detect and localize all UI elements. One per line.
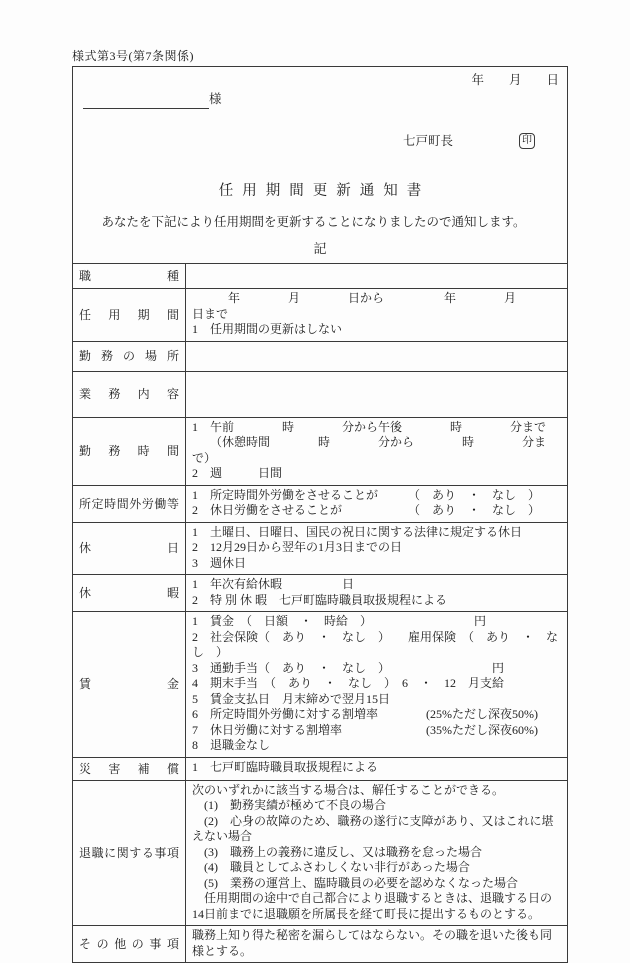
row-label: 勤務時間 — [73, 417, 186, 485]
content-line: 2 12月29日から翌年の1月3日までの日 — [192, 540, 403, 554]
seal-mark: 印 — [519, 133, 535, 149]
content-line: 2 社会保険（ あり ・ なし ） 雇用保険 （ あり ・ なし ） — [192, 629, 559, 659]
table-row-overtime — [73, 485, 568, 522]
table-row-job-type — [73, 264, 568, 289]
content-line: 2 特 別 休 暇 七戸町臨時職員取扱規程による — [192, 592, 448, 607]
content-paragraph: 任用期間の途中で自己都合により退職するときは、退職する日の14日前までに退職願を所属長を経て町長に提出するものとする。 — [192, 891, 553, 921]
content-line: 3 通勤手当（ あり ・ なし ） 円 — [192, 660, 505, 675]
content-line: 1 土曜日、日曜日、国民の祝日に関する法律に規定する休日 — [192, 524, 523, 539]
content-line: 1 午前 時 分から午後 時 分まで — [192, 419, 547, 434]
content-line: 7 休日労働に対する割増率 (35%ただし深夜60%) — [192, 722, 538, 737]
row-label: 退職に関する事項 — [73, 780, 186, 926]
content-line: 8 退職金なし — [192, 738, 271, 752]
content-line: 6 所定時間外労働に対する割増率 (25%ただし深夜50%) — [192, 707, 538, 721]
row-label: 職種 — [73, 264, 186, 289]
row-label: 休日 — [73, 522, 186, 575]
table-row-work-location — [73, 341, 568, 371]
date-line: 年 月 日 — [471, 73, 559, 87]
content-line: 1 年次有給休暇 日 — [192, 577, 355, 591]
content-line: 1 賃金 （ 日額 ・ 時給 ） 円 — [192, 614, 487, 628]
content-line: 3 週休日 — [192, 555, 247, 570]
row-content — [186, 341, 568, 371]
row-content — [186, 371, 568, 417]
table-row-work-duties — [73, 371, 568, 417]
row-label: その他の事項 — [73, 926, 186, 963]
table-row-holidays — [73, 522, 568, 575]
row-content — [186, 757, 568, 780]
content-line: (3) 職務上の義務に違反し、又は職務を怠った場合 — [192, 844, 482, 859]
table-row-accident-compensation — [73, 757, 568, 780]
row-content — [186, 612, 568, 758]
content-line: 次のいずれかに該当する場合は、解任することができる。 — [192, 782, 505, 797]
table-row-leave — [73, 575, 568, 612]
document-title: 任用期間更新通知書 — [218, 183, 431, 199]
content-line: (4) 職員としてふさわしくない非行があった場合 — [192, 860, 470, 874]
form-number: 様式第3号(第7条関係) — [72, 49, 194, 63]
sender-name: 七戸町長 — [403, 134, 454, 148]
row-content — [186, 417, 568, 485]
row-content — [186, 780, 568, 926]
ki-marker: 記 — [313, 241, 327, 256]
content-line: （休憩時間 時 分から 時 分まで） — [192, 435, 547, 465]
content-line: 4 期末手当 （ あり ・ なし ） 6 ・ 12 月支給 — [192, 676, 505, 690]
instruction-text: あなたを下記により任用期間を更新することになりましたので通知します。 — [89, 215, 526, 229]
row-label: 賃金 — [73, 612, 186, 758]
content-line: 2 週 日間 — [192, 466, 283, 480]
row-content — [186, 264, 568, 289]
content-line: 5 賃金支払日 月末締めで翌月15日 — [192, 691, 391, 706]
row-label: 所定時間外労働等 — [73, 485, 186, 522]
document-head — [73, 67, 567, 257]
content-line: 2 休日労働をさせることが （ あり ・ なし ） — [192, 503, 541, 517]
content-line: 年 月 日から 年 月 日まで — [192, 291, 565, 321]
row-label: 任用期間 — [73, 289, 186, 342]
row-content — [186, 485, 568, 522]
sender-line — [73, 131, 567, 151]
row-label: 休暇 — [73, 575, 186, 612]
content-line: (5) 業務の運営上、臨時職員の必要を認めなくなった場合 — [192, 875, 518, 890]
document-box — [72, 66, 568, 963]
table-row-resignation-matters — [73, 780, 568, 926]
table-row-other-matters — [73, 926, 568, 963]
content-line: 1 任用期間の更新はしない — [192, 322, 343, 336]
row-content — [186, 522, 568, 575]
row-content — [186, 926, 568, 963]
row-label: 業務内容 — [73, 371, 186, 417]
recipient-line — [73, 89, 567, 109]
content-line: 1 所定時間外労働をさせることが （ あり ・ なし ） — [192, 487, 541, 502]
row-content — [186, 575, 568, 612]
recipient-blank-underline — [83, 95, 209, 109]
content-line: (2) 心身の故障のため、職務の遂行に支障があり、又はこれに堪えない場合 — [192, 813, 554, 843]
content-line: (1) 勤務実績が極めて不良の場合 — [192, 798, 386, 812]
table-row-wages — [73, 612, 568, 758]
row-label: 勤務の場所 — [73, 341, 186, 371]
table-row-work-hours — [73, 417, 568, 485]
document-sheet — [72, 46, 568, 963]
content-line: 1 七戸町臨時職員取扱規程による — [192, 760, 379, 775]
content-line: 職務上知り得た秘密を漏らしてはならない。その職を退いた後も同様とする。 — [192, 928, 553, 958]
row-label: 災害補償 — [73, 757, 186, 780]
table-row-appointment-period — [73, 289, 568, 342]
form-table — [72, 263, 568, 963]
recipient-suffix: 様 — [209, 92, 222, 106]
row-content — [186, 289, 568, 342]
